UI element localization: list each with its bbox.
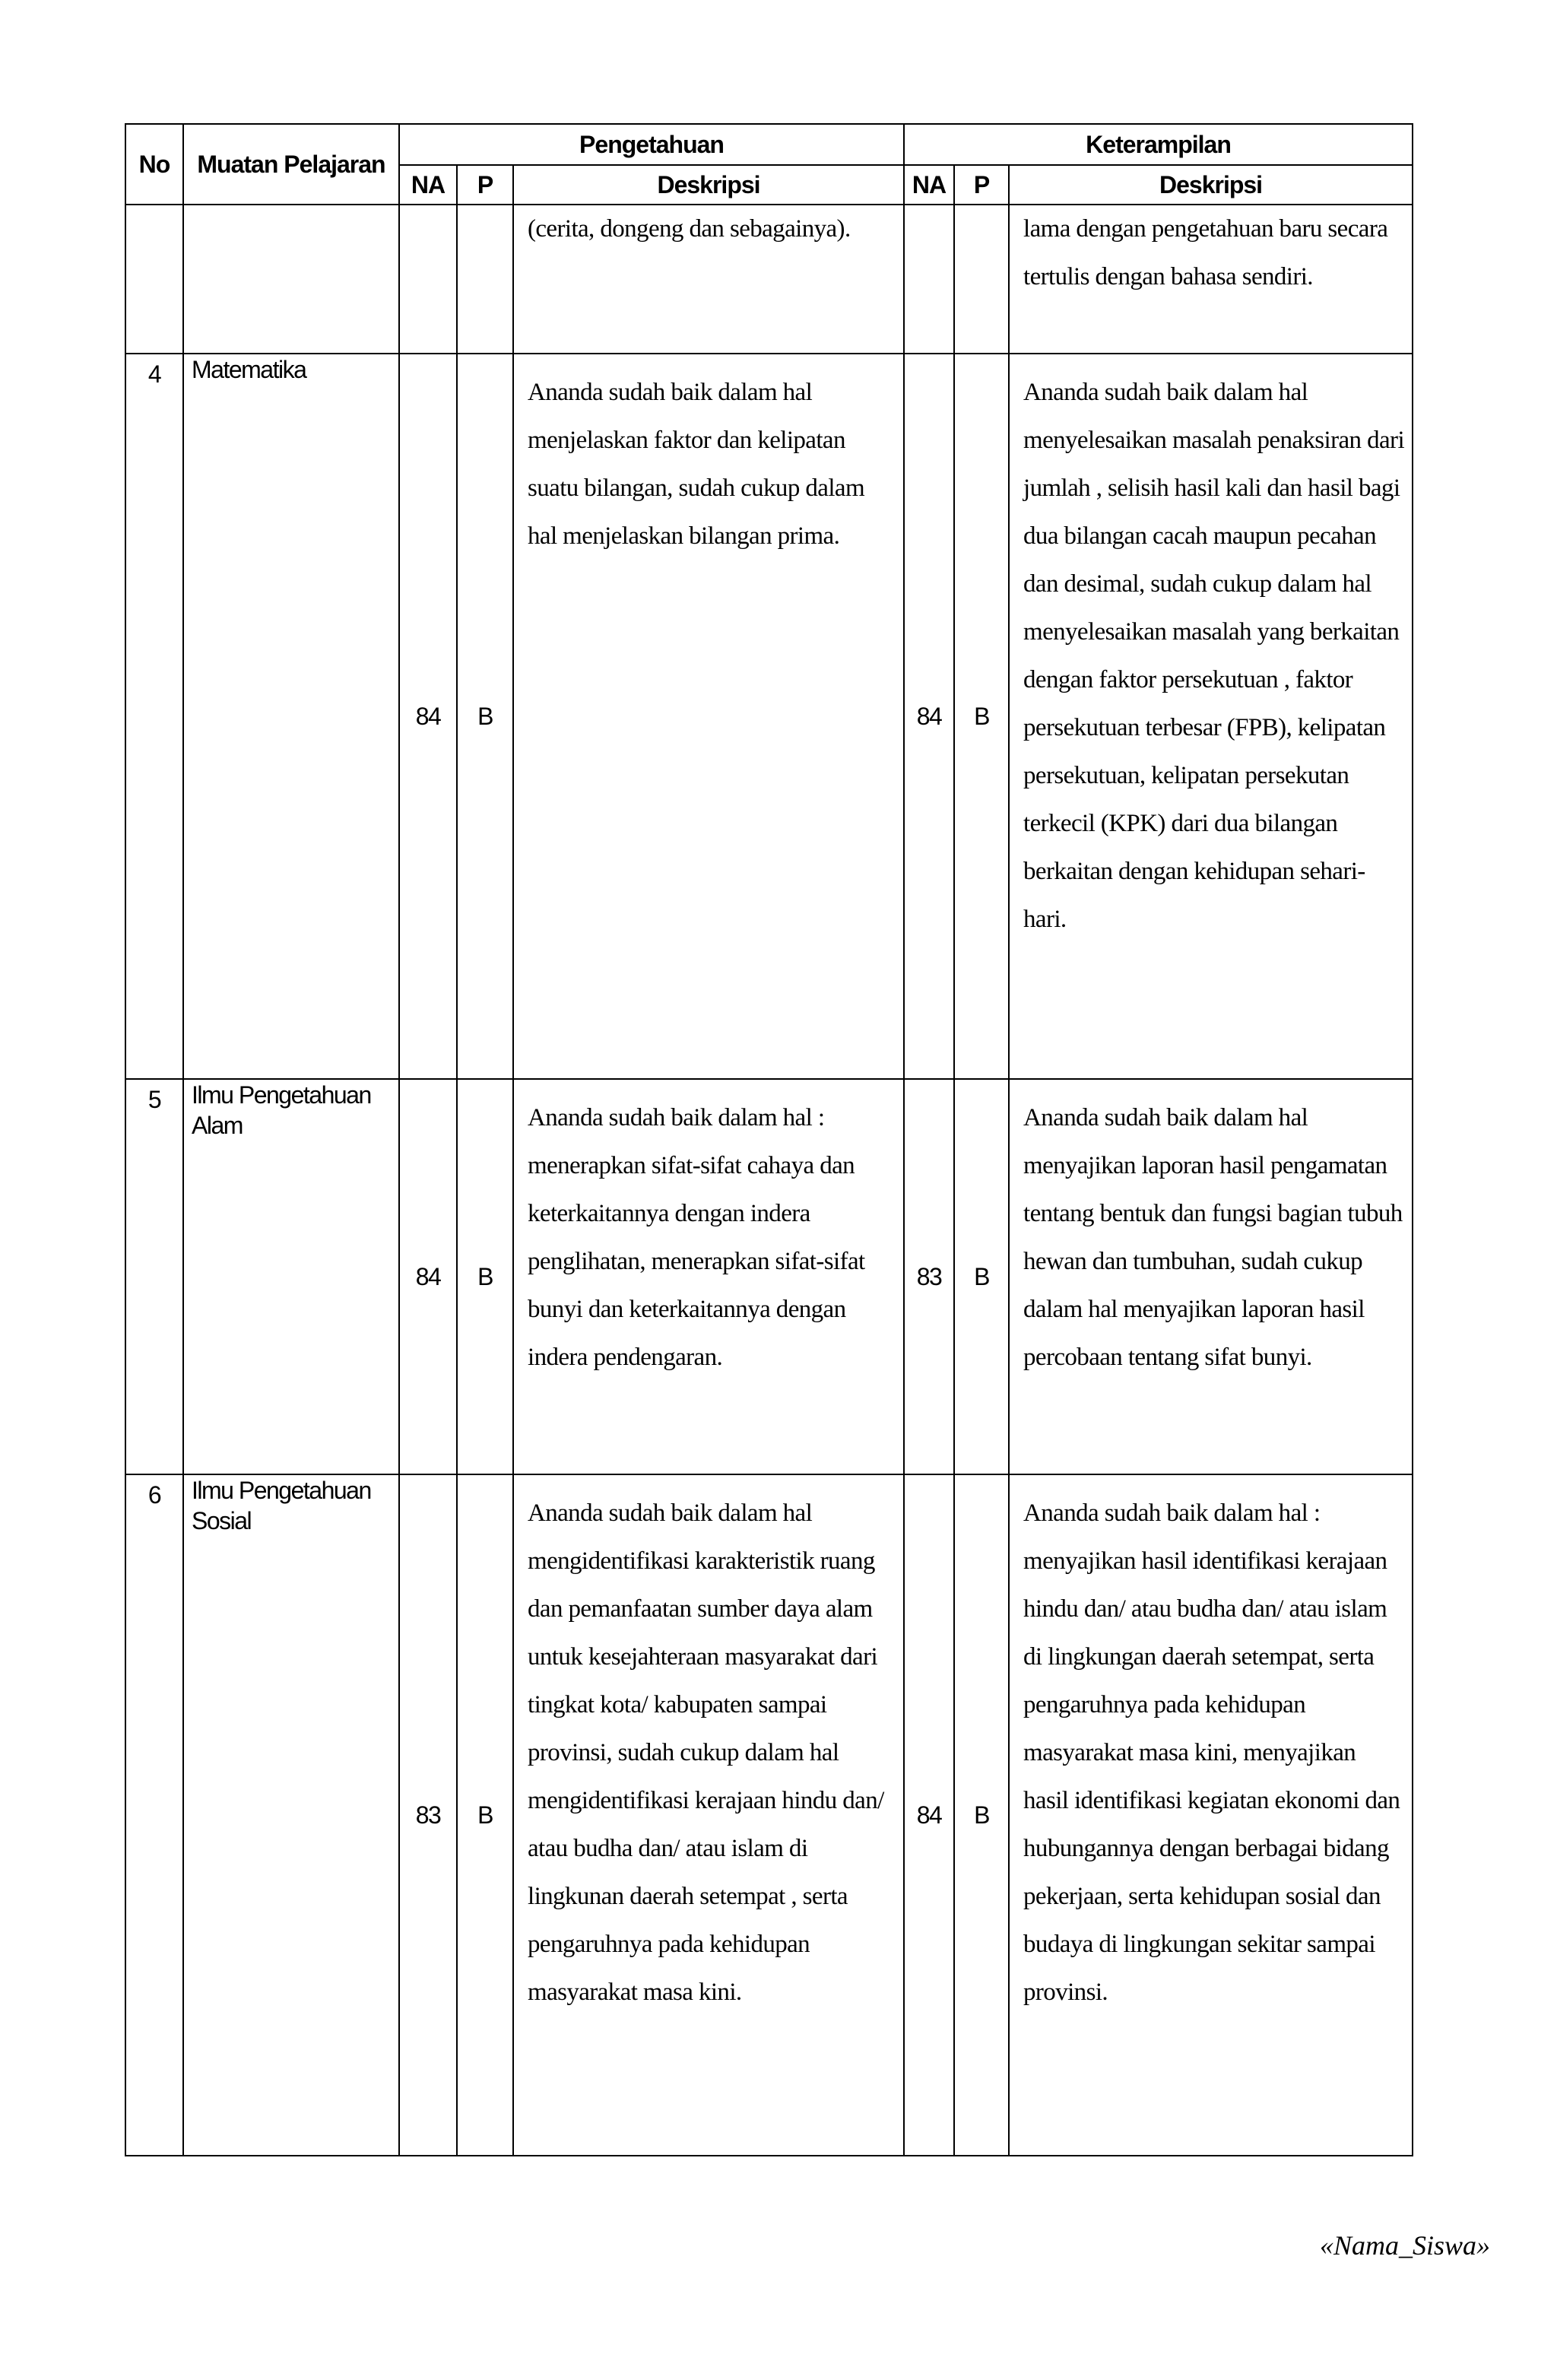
cell-subject	[183, 205, 399, 354]
cell-no: 5	[125, 1079, 183, 1474]
cell-subject: Matematika	[183, 354, 399, 1079]
cell-skills-p: B	[954, 1079, 1009, 1474]
cell-no: 4	[125, 354, 183, 1079]
header-skills-description: Deskripsi	[1009, 165, 1413, 205]
cell-knowledge-description: (cerita, dongeng dan sebagainya).	[513, 205, 904, 354]
cell-skills-p: B	[954, 354, 1009, 1079]
cell-skills-p: B	[954, 1474, 1009, 2156]
cell-knowledge-p: B	[457, 1474, 513, 2156]
cell-no	[125, 205, 183, 354]
cell-subject: Ilmu Pengetahuan Alam	[183, 1079, 399, 1474]
header-no: No	[125, 124, 183, 205]
cell-skills-description: lama dengan pengetahuan baru secara tertulis dengan bahasa sendiri.	[1009, 205, 1413, 354]
cell-skills-p	[954, 205, 1009, 354]
table-row	[125, 354, 1413, 1079]
cell-skills-na: 84	[904, 354, 954, 1079]
header-knowledge-description: Deskripsi	[513, 165, 904, 205]
cell-knowledge-na: 84	[399, 354, 457, 1079]
cell-knowledge-description: Ananda sudah baik dalam hal : menerapkan sifat-sifat cahaya dan keterkaitannya dengan indera penglihatan, menerapkan sifat-sifat bunyi dan keterkaitannya dengan indera pendengaran.	[513, 1079, 904, 1474]
header-knowledge-na: NA	[399, 165, 457, 205]
cell-knowledge-description: Ananda sudah baik dalam hal mengidentifikasi karakteristik ruang dan pemanfaatan sumber daya alam untuk kesejahteraan masyarakat dari tingkat kota/ kabupaten sampai provinsi, sudah cukup dalam hal mengidentifikasi kerajaan hindu dan/ atau budha dan/ atau islam di lingkunan daerah setempat , serta pengaruhnya pada kehidupan masyarakat masa kini.	[513, 1474, 904, 2156]
table-row-continuation	[125, 205, 1413, 354]
table-row	[125, 1474, 1413, 2156]
header-subject: Muatan Pelajaran	[183, 124, 399, 205]
cell-knowledge-description: Ananda sudah baik dalam hal menjelaskan faktor dan kelipatan suatu bilangan, sudah cukup dalam hal menjelaskan bilangan prima.	[513, 354, 904, 1079]
student-name-merge-field: «Nama_Siswa»	[1319, 2230, 1490, 2261]
cell-knowledge-na	[399, 205, 457, 354]
cell-knowledge-p: B	[457, 1079, 513, 1474]
cell-knowledge-na: 84	[399, 1079, 457, 1474]
cell-skills-description: Ananda sudah baik dalam hal menyajikan laporan hasil pengamatan tentang bentuk dan fungsi bagian tubuh hewan dan tumbuhan, sudah cukup dalam hal menyajikan laporan hasil percobaan tentang sifat bunyi.	[1009, 1079, 1413, 1474]
header-skills-na: NA	[904, 165, 954, 205]
header-skills: Keterampilan	[904, 124, 1413, 165]
header-knowledge: Pengetahuan	[399, 124, 904, 165]
grades-table	[125, 123, 1413, 2156]
header-knowledge-p: P	[457, 165, 513, 205]
table-row	[125, 1079, 1413, 1474]
cell-subject: Ilmu Pengetahuan Sosial	[183, 1474, 399, 2156]
cell-skills-na: 83	[904, 1079, 954, 1474]
cell-knowledge-p	[457, 205, 513, 354]
cell-skills-na: 84	[904, 1474, 954, 2156]
header-skills-p: P	[954, 165, 1009, 205]
cell-knowledge-p: B	[457, 354, 513, 1079]
cell-skills-description: Ananda sudah baik dalam hal menyelesaikan masalah penaksiran dari jumlah , selisih hasil kali dan hasil bagi dua bilangan cacah maupun pecahan dan desimal, sudah cukup dalam hal menyelesaikan masalah yang berkaitan dengan faktor persekutuan , faktor persekutuan terbesar (FPB), kelipatan persekutuan, kelipatan persekutan terkecil (KPK) dari dua bilangan berkaitan dengan kehidupan sehari-hari.	[1009, 354, 1413, 1079]
cell-skills-description: Ananda sudah baik dalam hal : menyajikan hasil identifikasi kerajaan hindu dan/ atau budha dan/ atau islam di lingkungan daerah setempat, serta pengaruhnya pada kehidupan masyarakat masa kini, menyajikan hasil identifikasi kegiatan ekonomi dan hubungannya dengan berbagai bidang pekerjaan, serta kehidupan sosial dan budaya di lingkungan sekitar sampai provinsi.	[1009, 1474, 1413, 2156]
cell-skills-na	[904, 205, 954, 354]
cell-knowledge-na: 83	[399, 1474, 457, 2156]
cell-no: 6	[125, 1474, 183, 2156]
